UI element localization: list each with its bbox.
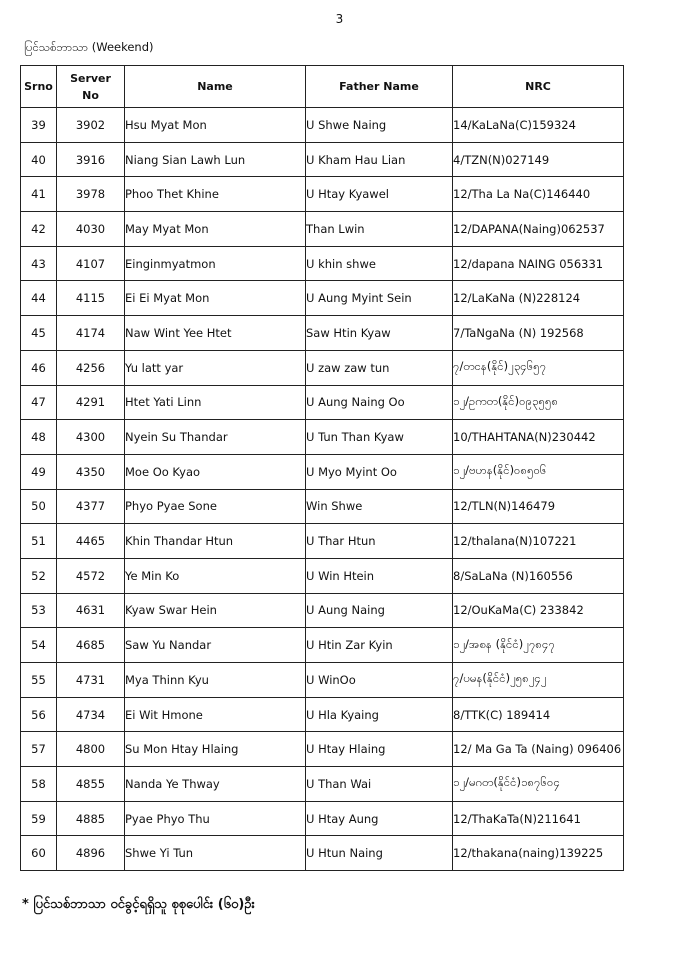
cell-server-no: 4572 bbox=[57, 558, 125, 593]
table-row bbox=[21, 177, 624, 212]
table-row bbox=[21, 558, 624, 593]
table-header-row bbox=[21, 66, 624, 108]
table-body bbox=[21, 108, 624, 871]
cell-name: Ye Min Ko bbox=[125, 558, 306, 593]
cell-server-no: 4174 bbox=[57, 316, 125, 351]
cell-nrc: 4/TZN(N)027149 bbox=[453, 142, 624, 177]
cell-server-no: 4350 bbox=[57, 454, 125, 489]
cell-srno: 53 bbox=[21, 593, 57, 628]
footnote-total: * ပြင်သစ်ဘာသာ ဝင်ခွင့်ရရှိသူ စုစုပေါင်း (၆၀)ဦး bbox=[22, 897, 255, 912]
cell-father-name: U zaw zaw tun bbox=[306, 350, 453, 385]
header-srno: Srno bbox=[21, 66, 57, 108]
cell-srno: 60 bbox=[21, 836, 57, 871]
cell-srno: 47 bbox=[21, 385, 57, 420]
cell-server-no: 4256 bbox=[57, 350, 125, 385]
cell-server-no: 4731 bbox=[57, 663, 125, 698]
cell-father-name: U Htin Zar Kyin bbox=[306, 628, 453, 663]
cell-server-no: 4291 bbox=[57, 385, 125, 420]
header-father-name: Father Name bbox=[306, 66, 453, 108]
cell-nrc: 12/ Ma Ga Ta (Naing) 096406 bbox=[453, 732, 624, 767]
cell-nrc: ၇/ပမန(နိုင်ငံ)၂၅၈၂၄၂ bbox=[453, 663, 624, 698]
cell-name: Nanda Ye Thway bbox=[125, 767, 306, 802]
cell-father-name: U Tun Than Kyaw bbox=[306, 420, 453, 455]
cell-srno: 56 bbox=[21, 697, 57, 732]
cell-name: Hsu Myat Mon bbox=[125, 108, 306, 143]
table-row bbox=[21, 732, 624, 767]
cell-server-no: 4800 bbox=[57, 732, 125, 767]
cell-father-name: U Shwe Naing bbox=[306, 108, 453, 143]
cell-server-no: 4685 bbox=[57, 628, 125, 663]
table-row bbox=[21, 350, 624, 385]
cell-name: Nyein Su Thandar bbox=[125, 420, 306, 455]
header-nrc: NRC bbox=[453, 66, 624, 108]
cell-nrc: 8/TTK(C) 189414 bbox=[453, 697, 624, 732]
cell-server-no: 3978 bbox=[57, 177, 125, 212]
table-row bbox=[21, 663, 624, 698]
cell-srno: 51 bbox=[21, 524, 57, 559]
table-row bbox=[21, 628, 624, 663]
cell-server-no: 3916 bbox=[57, 142, 125, 177]
cell-nrc: ၁၂/အစန (နိုင်ငံ)၂၇၈၄၇ bbox=[453, 628, 624, 663]
cell-father-name: U Htay Kyawel bbox=[306, 177, 453, 212]
cell-father-name: U Hla Kyaing bbox=[306, 697, 453, 732]
cell-father-name: U Thar Htun bbox=[306, 524, 453, 559]
cell-name: Shwe Yi Tun bbox=[125, 836, 306, 871]
header-server-no: Server No bbox=[57, 66, 125, 108]
cell-nrc: ၁၂/ဗဟန(နိုင်)၀၈၅၀၆ bbox=[453, 454, 624, 489]
table-row bbox=[21, 489, 624, 524]
cell-name: Yu latt yar bbox=[125, 350, 306, 385]
cell-srno: 42 bbox=[21, 212, 57, 247]
student-roster-table bbox=[20, 65, 624, 871]
cell-server-no: 3902 bbox=[57, 108, 125, 143]
cell-father-name: U Aung Naing Oo bbox=[306, 385, 453, 420]
cell-name: Niang Sian Lawh Lun bbox=[125, 142, 306, 177]
cell-srno: 44 bbox=[21, 281, 57, 316]
cell-name: Ei Wit Hmone bbox=[125, 697, 306, 732]
cell-srno: 43 bbox=[21, 246, 57, 281]
cell-father-name: U Win Htein bbox=[306, 558, 453, 593]
cell-nrc: 12/DAPANA(Naing)062537 bbox=[453, 212, 624, 247]
cell-name: May Myat Mon bbox=[125, 212, 306, 247]
cell-srno: 48 bbox=[21, 420, 57, 455]
cell-server-no: 4107 bbox=[57, 246, 125, 281]
cell-name: Ei Ei Myat Mon bbox=[125, 281, 306, 316]
cell-name: Pyae Phyo Thu bbox=[125, 801, 306, 836]
cell-srno: 45 bbox=[21, 316, 57, 351]
cell-father-name: U Htun Naing bbox=[306, 836, 453, 871]
cell-name: Kyaw Swar Hein bbox=[125, 593, 306, 628]
cell-nrc: 10/THAHTANA(N)230442 bbox=[453, 420, 624, 455]
cell-father-name: Win Shwe bbox=[306, 489, 453, 524]
cell-father-name: U khin shwe bbox=[306, 246, 453, 281]
cell-srno: 54 bbox=[21, 628, 57, 663]
table-row bbox=[21, 767, 624, 802]
cell-name: Htet Yati Linn bbox=[125, 385, 306, 420]
cell-father-name: U Than Wai bbox=[306, 767, 453, 802]
cell-father-name: U Htay Aung bbox=[306, 801, 453, 836]
cell-father-name: U Htay Hlaing bbox=[306, 732, 453, 767]
cell-srno: 49 bbox=[21, 454, 57, 489]
cell-nrc: ၇/တငန(နိုင်)၂၃၄၆၅၇ bbox=[453, 350, 624, 385]
cell-name: Su Mon Htay Hlaing bbox=[125, 732, 306, 767]
cell-server-no: 4465 bbox=[57, 524, 125, 559]
cell-server-no: 4030 bbox=[57, 212, 125, 247]
table-row bbox=[21, 385, 624, 420]
cell-father-name: U Aung Naing bbox=[306, 593, 453, 628]
table-row bbox=[21, 142, 624, 177]
document-subtitle: ပြင်သစ်ဘာသာ (Weekend) bbox=[24, 40, 154, 54]
cell-nrc: 12/Tha La Na(C)146440 bbox=[453, 177, 624, 212]
table-row bbox=[21, 212, 624, 247]
cell-name: Khin Thandar Htun bbox=[125, 524, 306, 559]
cell-nrc: 8/SaLaNa (N)160556 bbox=[453, 558, 624, 593]
cell-nrc: 12/LaKaNa (N)228124 bbox=[453, 281, 624, 316]
cell-srno: 55 bbox=[21, 663, 57, 698]
cell-nrc: ၁၂/ဥကတ(နိုင်)၀၉၃၅၅၈ bbox=[453, 385, 624, 420]
cell-server-no: 4300 bbox=[57, 420, 125, 455]
table-row bbox=[21, 108, 624, 143]
cell-srno: 50 bbox=[21, 489, 57, 524]
cell-server-no: 4377 bbox=[57, 489, 125, 524]
cell-nrc: 12/thakana(naing)139225 bbox=[453, 836, 624, 871]
header-name: Name bbox=[125, 66, 306, 108]
cell-server-no: 4631 bbox=[57, 593, 125, 628]
cell-server-no: 4896 bbox=[57, 836, 125, 871]
table-row bbox=[21, 801, 624, 836]
cell-name: Naw Wint Yee Htet bbox=[125, 316, 306, 351]
cell-nrc: 12/ThaKaTa(N)211641 bbox=[453, 801, 624, 836]
cell-server-no: 4115 bbox=[57, 281, 125, 316]
cell-father-name: U Aung Myint Sein bbox=[306, 281, 453, 316]
cell-srno: 46 bbox=[21, 350, 57, 385]
cell-name: Einginmyatmon bbox=[125, 246, 306, 281]
cell-srno: 52 bbox=[21, 558, 57, 593]
cell-name: Phyo Pyae Sone bbox=[125, 489, 306, 524]
table-row bbox=[21, 697, 624, 732]
cell-father-name: Than Lwin bbox=[306, 212, 453, 247]
table-row bbox=[21, 593, 624, 628]
cell-srno: 59 bbox=[21, 801, 57, 836]
cell-nrc: 14/KaLaNa(C)159324 bbox=[453, 108, 624, 143]
cell-server-no: 4885 bbox=[57, 801, 125, 836]
cell-nrc: 12/TLN(N)146479 bbox=[453, 489, 624, 524]
cell-srno: 58 bbox=[21, 767, 57, 802]
cell-father-name: U Kham Hau Lian bbox=[306, 142, 453, 177]
cell-father-name: U Myo Myint Oo bbox=[306, 454, 453, 489]
cell-name: Moe Oo Kyao bbox=[125, 454, 306, 489]
table-row bbox=[21, 281, 624, 316]
cell-srno: 40 bbox=[21, 142, 57, 177]
cell-srno: 41 bbox=[21, 177, 57, 212]
cell-nrc: 12/dapana NAING 056331 bbox=[453, 246, 624, 281]
cell-server-no: 4734 bbox=[57, 697, 125, 732]
cell-server-no: 4855 bbox=[57, 767, 125, 802]
table-row bbox=[21, 524, 624, 559]
table-row bbox=[21, 836, 624, 871]
cell-nrc: 12/OuKaMa(C) 233842 bbox=[453, 593, 624, 628]
cell-name: Saw Yu Nandar bbox=[125, 628, 306, 663]
cell-srno: 57 bbox=[21, 732, 57, 767]
cell-father-name: U WinOo bbox=[306, 663, 453, 698]
cell-name: Phoo Thet Khine bbox=[125, 177, 306, 212]
table-row bbox=[21, 316, 624, 351]
cell-nrc: ၁၂/မဂတ(နိုင်ငံ)၁၈၇၆၀၄ bbox=[453, 767, 624, 802]
cell-nrc: 12/thalana(N)107221 bbox=[453, 524, 624, 559]
cell-nrc: 7/TaNgaNa (N) 192568 bbox=[453, 316, 624, 351]
page-number: 3 bbox=[335, 12, 344, 26]
cell-father-name: Saw Htin Kyaw bbox=[306, 316, 453, 351]
table-row bbox=[21, 246, 624, 281]
table-row bbox=[21, 420, 624, 455]
cell-srno: 39 bbox=[21, 108, 57, 143]
cell-name: Mya Thinn Kyu bbox=[125, 663, 306, 698]
table-row bbox=[21, 454, 624, 489]
